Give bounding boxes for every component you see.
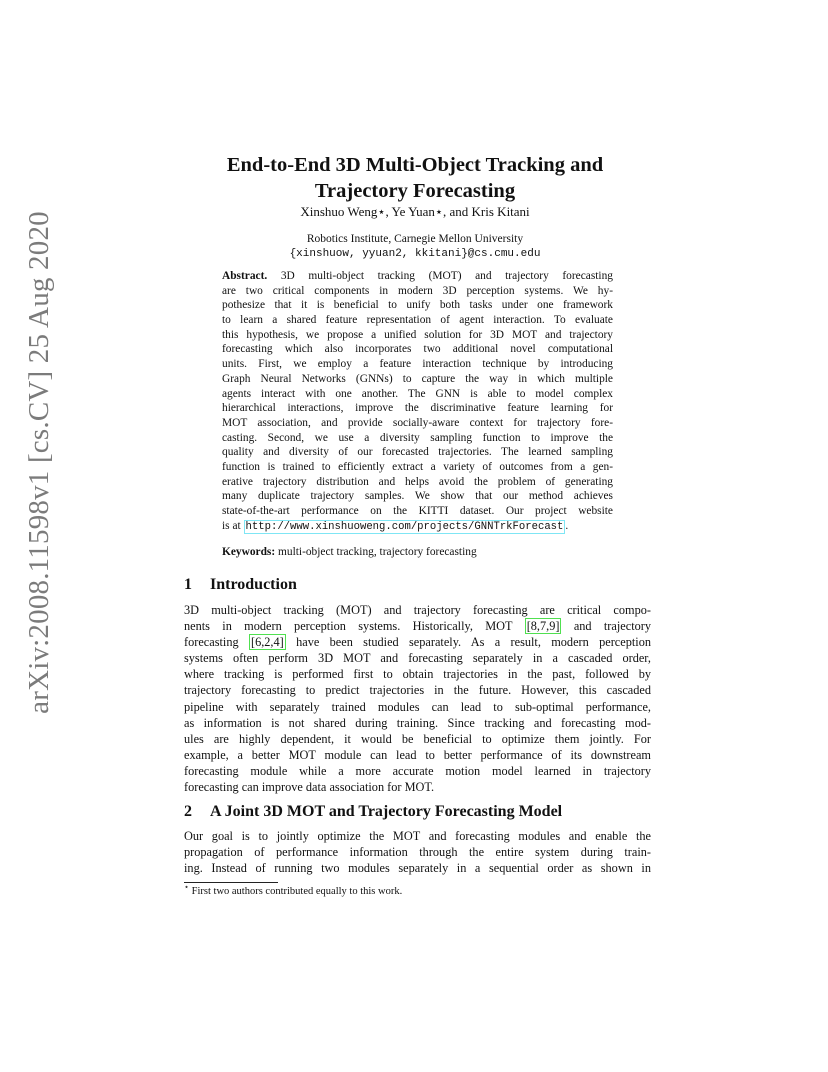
abstract-line: forecasting which also incorporates two additional novel computational	[222, 343, 613, 356]
paragraph-line: trajectory forecasting to predict trajectories in the future. However, this cascaded	[184, 683, 651, 698]
affiliation-block	[150, 232, 680, 262]
abstract-line: state-of-the-art performance on the KITTI dataset. Our project website	[222, 505, 613, 517]
section-number: 1	[184, 576, 192, 593]
paragraph-line: forecasting can improve data association for MOT.	[184, 780, 435, 795]
footnote-mark: ⋆	[184, 882, 190, 892]
paragraph-line: propagation of performance information through the entire system during train-	[184, 845, 651, 860]
paragraph-line: example, a better MOT module can lead to better performance of its downstream	[184, 747, 651, 762]
paragraph-line: 3D multi-object tracking (MOT) and trajectory forecasting are critical compo-	[184, 603, 651, 617]
citation-link[interactable]: [8,7,9]	[526, 619, 560, 634]
paragraph-line: forecasting module while a more accurate motion model learned in trajectory	[184, 763, 651, 778]
paper-title	[150, 152, 680, 204]
introduction-paragraph	[184, 602, 651, 795]
project-website-link[interactable]: http://www.xinshuoweng.com/projects/GNNTrkForecast	[245, 520, 564, 533]
abstract-line: are two critical components in modern 3D perception systems. We hy-	[222, 284, 613, 297]
section-heading-introduction	[184, 576, 297, 594]
abstract-line: Graph Neural Networks (GNNs) to capture the way in which multiple	[222, 372, 613, 385]
abstract-line: quality and diversity of our forecasted trajectories. The learned sampling	[222, 446, 613, 459]
section-title: Introduction	[210, 576, 297, 593]
paragraph-line: nents in modern perception systems. Historically, MOT [8,7,9] and trajectory	[184, 619, 651, 634]
paragraph-line: systems often perform 3D MOT and forecasting separately in a cascaded order,	[184, 651, 651, 666]
section-number: 2	[184, 803, 192, 820]
keywords-label: Keywords:	[222, 546, 276, 558]
keywords-text: multi-object tracking, trajectory forecasting	[278, 546, 477, 558]
paragraph-line: ules are highly dependent, it would be beneficial to optimize them jointly. For	[184, 731, 651, 746]
arxiv-id: arXiv:2008.11598v1 [cs.CV] 25 Aug 2020	[22, 210, 55, 714]
abstract-line: erative trajectory distribution and helps avoid the problem of generating	[222, 475, 613, 488]
abstract-line: units. First, we employ a feature interaction technique by introducing	[222, 358, 613, 371]
abstract-line: to learn a shared feature representation of agent interaction. To evaluate	[222, 314, 613, 327]
title-line-1: End-to-End 3D Multi-Object Tracking and	[226, 154, 604, 176]
abstract-line: is at http://www.xinshuoweng.com/projects/GNNTrkForecast .	[222, 519, 569, 533]
citation-link[interactable]: [6,2,4]	[250, 635, 284, 650]
institution: Robotics Institute, Carnegie Mellon University	[306, 233, 524, 245]
paragraph-line: as information is not shared during training. Since tracking and forecasting mod-	[184, 715, 651, 730]
abstract-line: hierarchical interactions, improve the discriminative feature learning for	[222, 402, 613, 415]
paragraph-line: Our goal is to jointly optimize the MOT and forecasting modules and enable the	[184, 829, 651, 843]
abstract-line: Abstract. 3D multi-object tracking (MOT) and trajectory forecasting	[222, 270, 613, 282]
paragraph-line: pipeline with separately trained modules can lead to sub-optimal performance,	[184, 699, 651, 714]
section2-paragraph	[184, 828, 651, 876]
paragraph-line: ing. Instead of running two modules separately in a sequential order as shown in	[184, 861, 651, 876]
abstract-line: function is trained to efficiently extract a variety of outcomes from a gen-	[222, 460, 613, 473]
abstract-line: many duplicate trajectory samples. We show that our method achieves	[222, 490, 613, 503]
abstract-line: agents interact with one another. The GNN is able to model complex	[222, 387, 613, 400]
paragraph-line: forecasting [6,2,4] have been studied separately. As a result, modern perception	[184, 635, 651, 650]
paragraph-line: where tracking is performed first to obtain trajectories in the past, followed by	[184, 667, 651, 682]
author-emails: {xinshuow, yyuan2, kkitani}@cs.cmu.edu	[289, 248, 541, 260]
abstract-line: pothesize that it is beneficial to unify both tasks under one framework	[222, 299, 613, 312]
abstract-line: MOT association, and provide socially-aware context for trajectory fore-	[222, 416, 613, 429]
abstract-line: casting. Second, we use a diversity sampling function to improve the	[222, 431, 613, 444]
abstract-line: this hypothesis, we propose a unified solution for 3D MOT and trajectory	[222, 328, 613, 341]
keywords	[222, 546, 477, 558]
author-list: Xinshuo Weng⋆, Ye Yuan⋆, and Kris Kitani	[300, 204, 530, 219]
section-title: A Joint 3D MOT and Trajectory Forecasting Model	[210, 803, 563, 820]
footnote	[184, 882, 403, 897]
section-heading-joint-model	[184, 803, 562, 821]
footnote-text: First two authors contributed equally to this work.	[191, 886, 403, 897]
title-line-2: Trajectory Forecasting	[314, 180, 516, 202]
footnote-rule	[184, 882, 278, 883]
arxiv-stamp	[18, 210, 60, 714]
abstract	[222, 269, 613, 533]
abstract-label: Abstract.	[222, 270, 268, 282]
